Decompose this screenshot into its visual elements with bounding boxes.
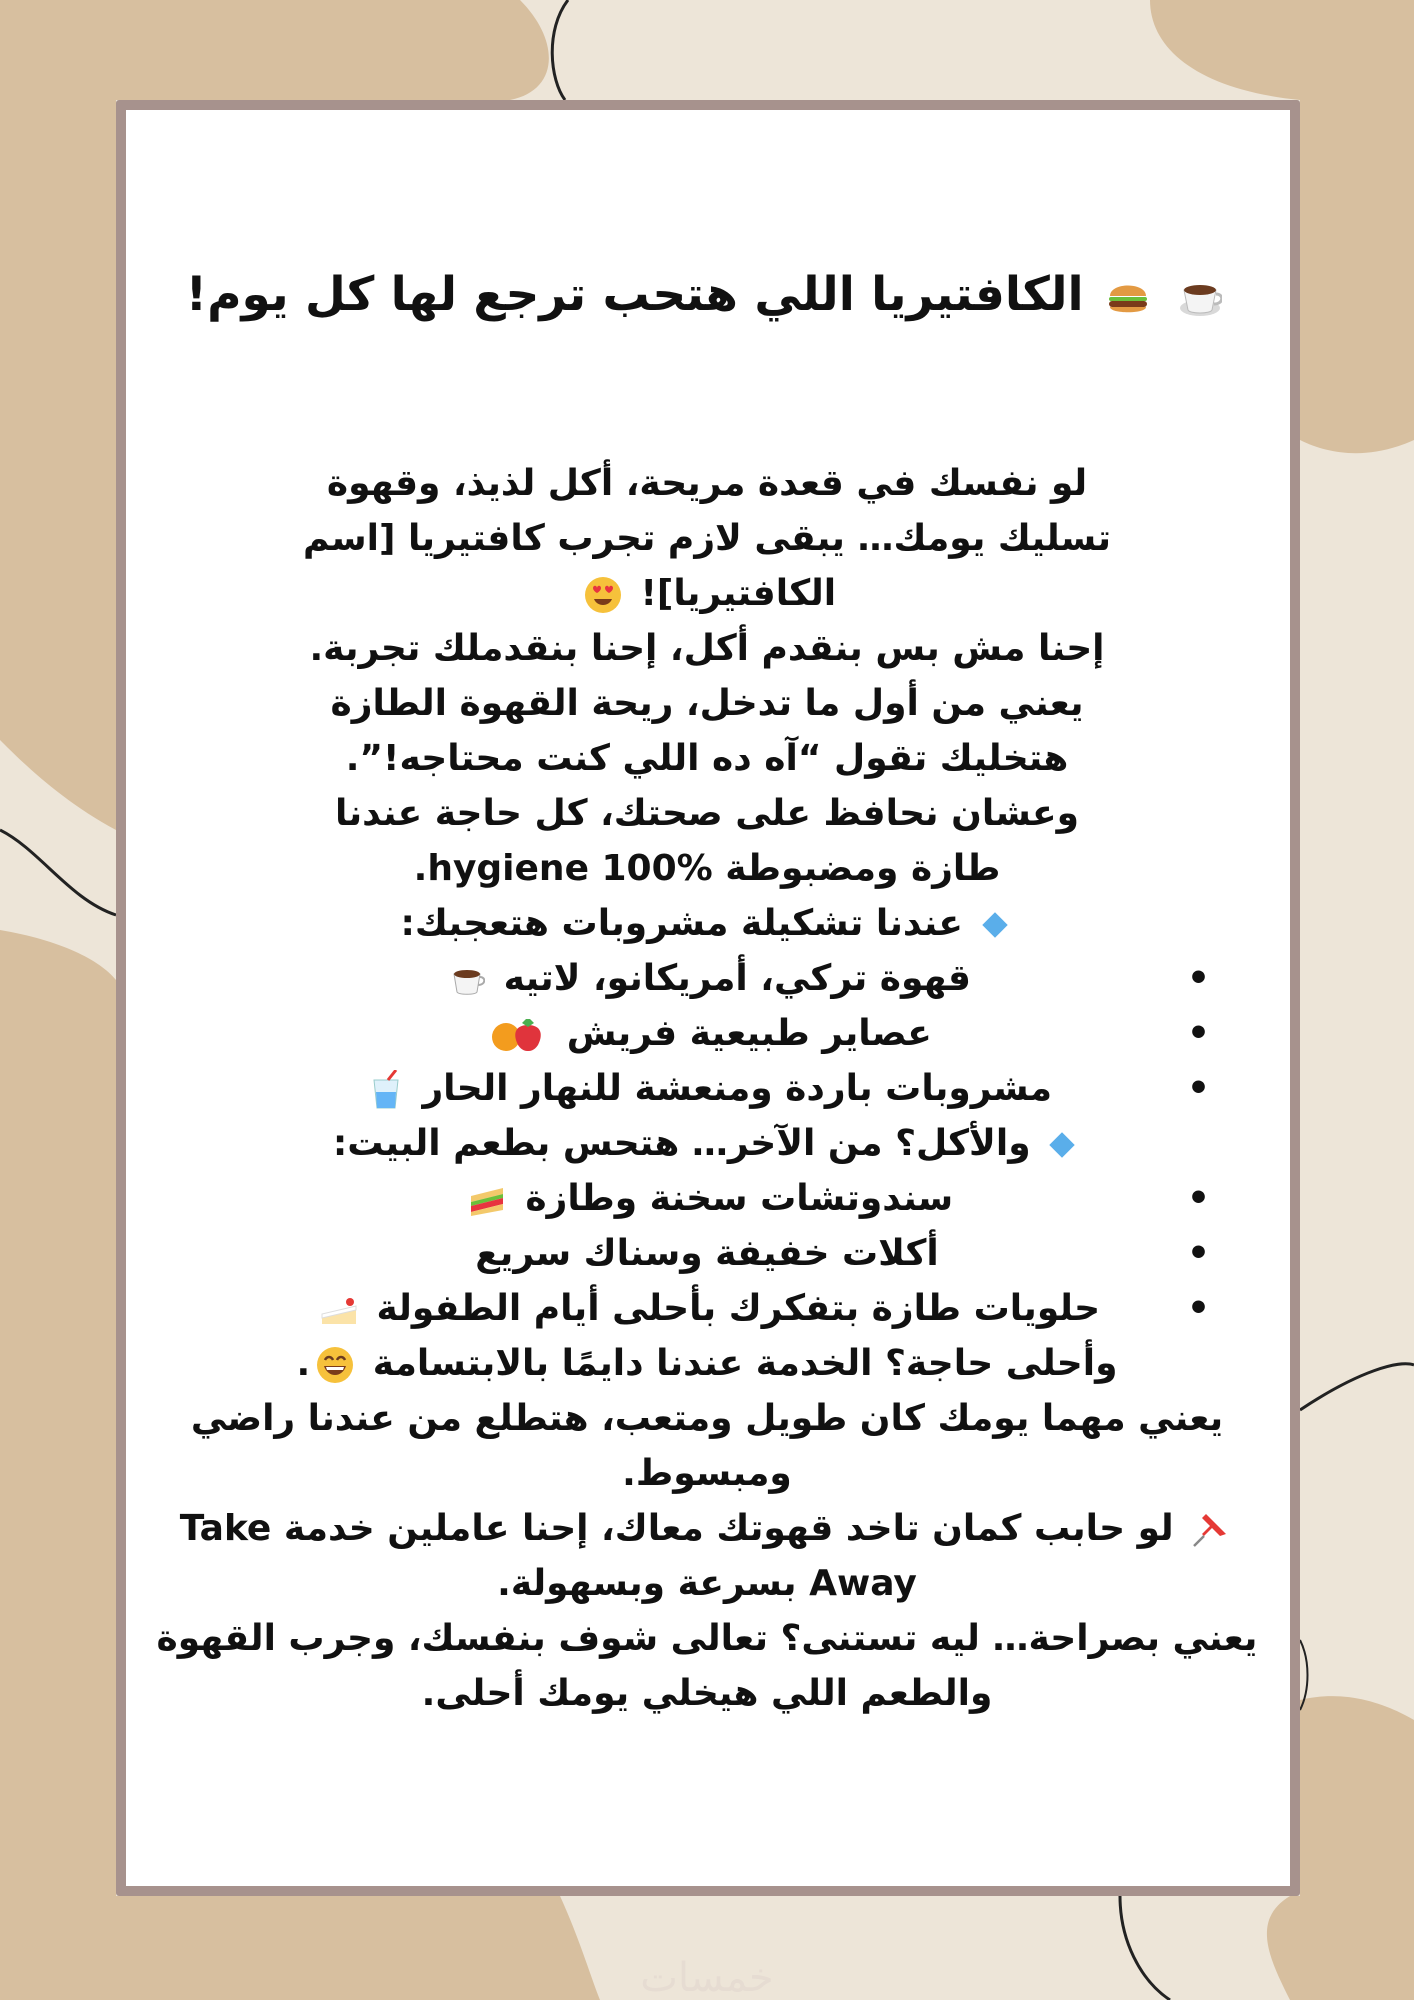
diamond-bullet-icon — [1049, 1132, 1074, 1157]
cake-icon — [320, 1292, 358, 1328]
intro-paragraph — [150, 456, 1264, 896]
watermark: خمسات — [640, 1955, 774, 2000]
service-paragraph: وأحلى حاجة؟ الخدمة عندنا دايمًا بالابتسامة . يعني مهما يومك كان طويل ومتعب، هتطلع من عندنا راضي ومبسوط. — [190, 1343, 1224, 1494]
bg-curve-top — [552, 0, 568, 100]
coffee-icon — [449, 962, 485, 998]
list-item: • مشروبات باردة ومنعشة للنهار الحار — [150, 1061, 1264, 1116]
list-item: • أكلات خفيفة وسناك سريع — [475, 1233, 1210, 1274]
list-item: • حلويات طازة بتفكرك بأحلى أيام الطفولة — [150, 1281, 1264, 1336]
coffee-cup-icon — [1178, 276, 1222, 320]
title-icons — [1100, 260, 1228, 330]
drinks-heading: عندنا تشكيلة مشروبات هتعجبك: — [150, 896, 1264, 951]
smile-emoji-icon — [316, 1346, 354, 1384]
diamond-bullet-icon — [982, 912, 1007, 937]
list-item: • قهوة تركي، أمريكانو، لاتيه — [150, 951, 1264, 1006]
heart-eyes-emoji-icon — [584, 576, 622, 614]
article — [150, 260, 1264, 1721]
list-item: • سندوتشات سخنة وطازة — [150, 1171, 1264, 1226]
article-body — [150, 456, 1264, 1721]
pushpin-icon — [1192, 1512, 1228, 1548]
list-item: • عصاير طبيعية فريش — [150, 1006, 1264, 1061]
page-title — [150, 260, 1264, 350]
drinks-list — [150, 951, 1264, 1116]
burger-icon — [1106, 276, 1150, 320]
food-heading: والأكل؟ من الآخر… هتحس بطعم البيت: — [150, 1116, 1264, 1171]
intro-text-2: إحنا مش بس بنقدم أكل، إحنا بنقدملك تجربة. يعني من أول ما تدخل، ريحة القهوة الطازة هتخليك تقول “آه ده اللي كنت محتاجه!”. وعشان نحافظ على صحتك، كل حاجة عندنا طازة ومضبوطة hygiene 100%. — [309, 628, 1105, 889]
sandwich-icon — [467, 1182, 507, 1218]
title-text: الكافتيريا اللي هتحب ترجع لها كل يوم! — [185, 267, 1084, 322]
bg-curve-left — [0, 830, 116, 915]
intro-text: لو نفسك في قعدة مريحة، أكل لذيذ، وقهوة تسليك يومك… يبقى لازم تجرب كافتيريا [اسم الكافتيريا]! — [303, 463, 1111, 614]
closing-paragraph: يعني بصراحة… ليه تستنى؟ تعالى شوف بنفسك، وجرب القهوة والطعم اللي هيخلي يومك أحلى. — [156, 1618, 1258, 1714]
fruit-icon — [488, 1017, 548, 1053]
takeaway-paragraph: لو حابب كمان تاخد قهوتك معاك، إحنا عاملين خدمة Take Away بسرعة وبسهولة. — [150, 1501, 1264, 1611]
cold-drink-icon — [368, 1070, 404, 1110]
bg-curve-right — [1300, 1364, 1414, 1410]
food-list — [150, 1171, 1264, 1336]
